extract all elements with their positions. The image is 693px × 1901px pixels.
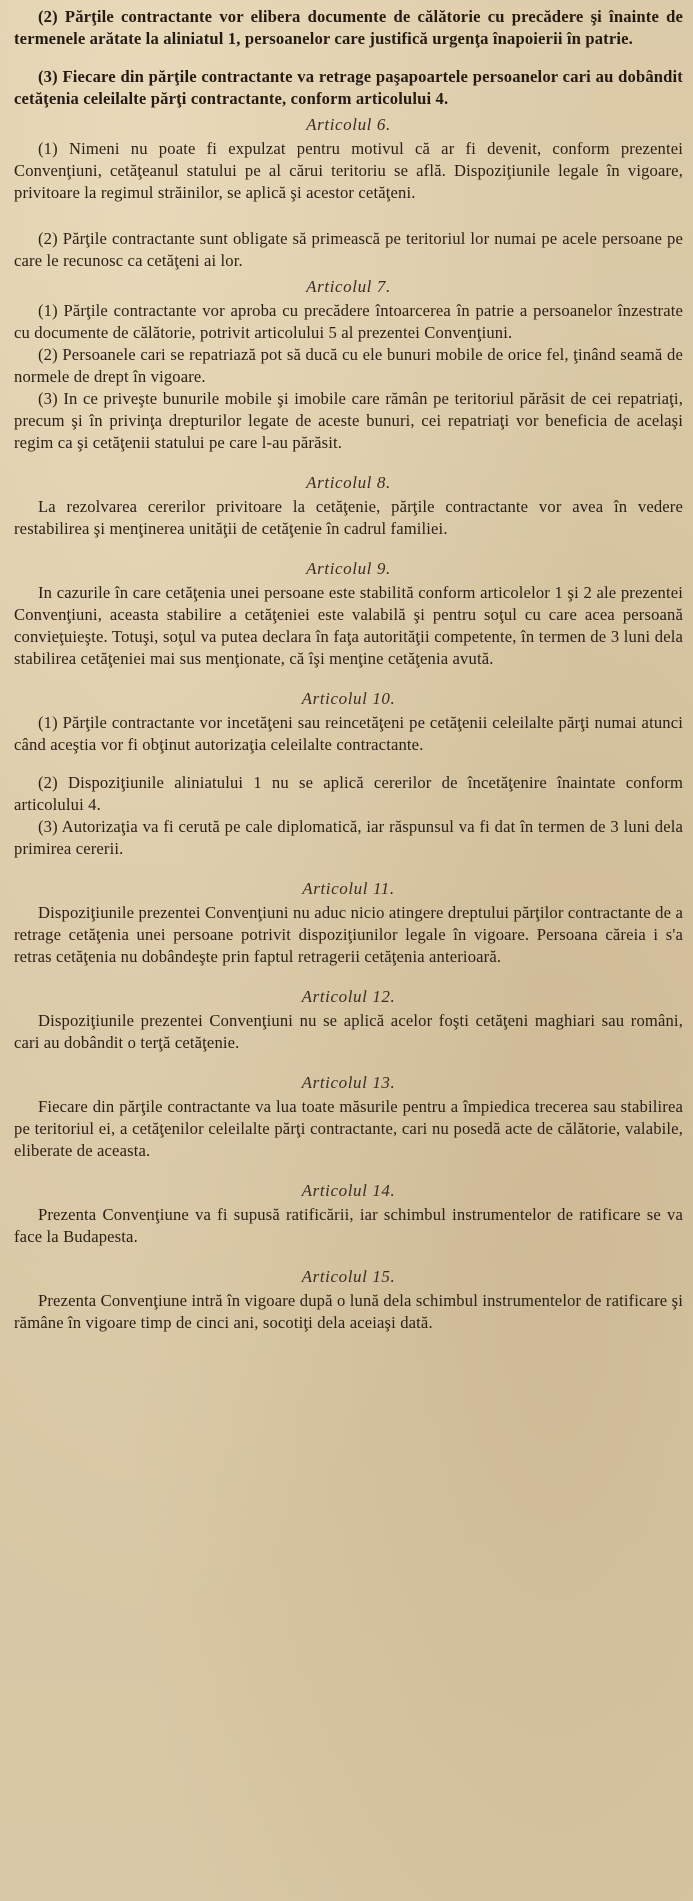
article-heading-8: Articolul 8.	[306, 473, 391, 492]
paragraph-art11: Dispoziţiunile prezentei Convenţiuni nu aduc niciо atingere dreptului părţilor contractante de a retrage cetăţenia unei persoane potrivit dispoziţiunilor legale în vigoare. Persoana căreia i s'a retras cetăţenia nu dobândeşte prin faptul retragerii cetăţenia anterioară.	[14, 903, 683, 966]
article-heading-6: Articolul 6.	[306, 115, 391, 134]
paragraph-art10-1: (1) Părţile contractante vor incetăţeni sau reincetăţeni pe cetăţenii celeilalte părţi numai atunci când aceştia vor fi obţinut autorizaţia celeilalte contractante.	[14, 713, 683, 754]
paragraph-art6-2: (2) Părţile contractante sunt obligate să primească pe teritoriul lor numai pe acele persoane pe care le recunosc ca cetăţeni ai lor.	[14, 229, 683, 270]
paragraph-art15: Prezenta Convenţiune intră în vigoare după o lună dela schimbul instrumentelor de ratificare şi rămâne în vigoare timp de cinci ani, socotiţi dela aceiaşi dată.	[14, 1291, 683, 1332]
article-heading-11: Articolul 11.	[302, 879, 395, 898]
paragraph-art13: Fiecare din părţile contractante va lua toate măsurile pentru a împiedica trecerea sau stabilirea pe teritoriul ei, a cetăţenilor celeilalte părţi contractante, cari nu posedă acte de călătorie, valabile, eliberate de aceasta.	[14, 1097, 683, 1160]
paragraph-art10-3: (3) Autorizaţia va fi cerută pe cale diplomatică, iar răspunsul va fi dat în termen de 3 luni dela primirea cererii.	[14, 817, 683, 858]
article-heading-7: Articolul 7.	[306, 277, 391, 296]
article-heading-9: Articolul 9.	[306, 559, 391, 578]
paragraph-art7-2: (2) Persoanele cari se repatriază pot să ducă cu ele bunuri mobile de orice fel, ţinând seamă de normele de drept în vigoare.	[14, 345, 683, 386]
article-heading-10: Articolul 10.	[301, 689, 396, 708]
paragraph-art10-2: (2) Dispoziţiunile aliniatului 1 nu se aplică cererilor de încetăţenire înaintate conform articolului 4.	[14, 773, 683, 814]
article-heading-14: Articolul 14.	[301, 1181, 396, 1200]
article-heading-13: Articolul 13.	[301, 1073, 396, 1092]
paragraph-art7-3: (3) In ce priveşte bunurile mobile şi imobile care rămân pe teritoriul părăsit de cei repatriaţi, precum şi în privinţa drepturilor legate de aceste bunuri, cei repatriaţi vor beneficia de acelaşi regim ca şi cetăţenii statului pe care l-au părăsit.	[14, 389, 683, 452]
paragraph-art14: Prezenta Convenţiune va fi supusă ratificării, iar schimbul instrumentelor de ratificare se va face la Budapesta.	[14, 1205, 683, 1246]
paragraph-art12: Dispoziţiunile prezentei Convenţiuni nu se aplică acelor foşti cetăţeni maghiari sau români, cari au dobândit o terţă cetăţenie.	[14, 1011, 683, 1052]
paragraph-art5-2: (2) Părţile contractante vor elibera documente de călătorie cu precădere şi înainte de termenele arătate la aliniatul 1, persoanelor care justifică urgenţa înapoierii în patrie.	[14, 7, 683, 48]
paragraph-art6-1: (1) Nimeni nu poate fi expulzat pentru motivul că ar fi devenit, conform prezentei Convenţiuni, cetăţeanul statului pe al cărui teritoriu se află. Dispoziţiunile legale în vigoare, privitoare la regimul străinilor, se aplică şi acestor cetăţeni.	[14, 139, 683, 202]
paragraph-art5-3: (3) Fiecare din părţile contractante va retrage paşapoartele persoanelor cari au dobândit cetăţenia celeilalte părţi contractante, conform articolului 4.	[14, 67, 683, 108]
article-heading-12: Articolul 12.	[301, 987, 396, 1006]
article-heading-15: Articolul 15.	[301, 1267, 396, 1286]
paragraph-art7-1: (1) Părţile contractante vor aproba cu precădere întoarcerea în patrie a persoanelor înzestrate cu documente de călătorie, potrivit articolului 5 al prezentei Convenţiuni.	[14, 301, 683, 342]
paragraph-art9: In cazurile în care cetăţenia unei persoane este stabilită conform articolelor 1 şi 2 ale prezentei Convenţiuni, aceasta stabilire a cetăţeniei este valabilă şi pentru soţul cu care acea persoană convieţuieşte. Totuşi, soţul va putea declara în faţa autorităţii competente, în termen de 3 luni dela stabilirea cetăţeniei mai sus menţionate, că îşi menţine cetăţenia avută.	[14, 583, 683, 668]
paragraph-art8: La rezolvarea cererilor privitoare la cetăţenie, părţile contractante vor avea în vedere restabilirea şi menţinerea unităţii de cetăţenie în cadrul familiei.	[14, 497, 683, 538]
